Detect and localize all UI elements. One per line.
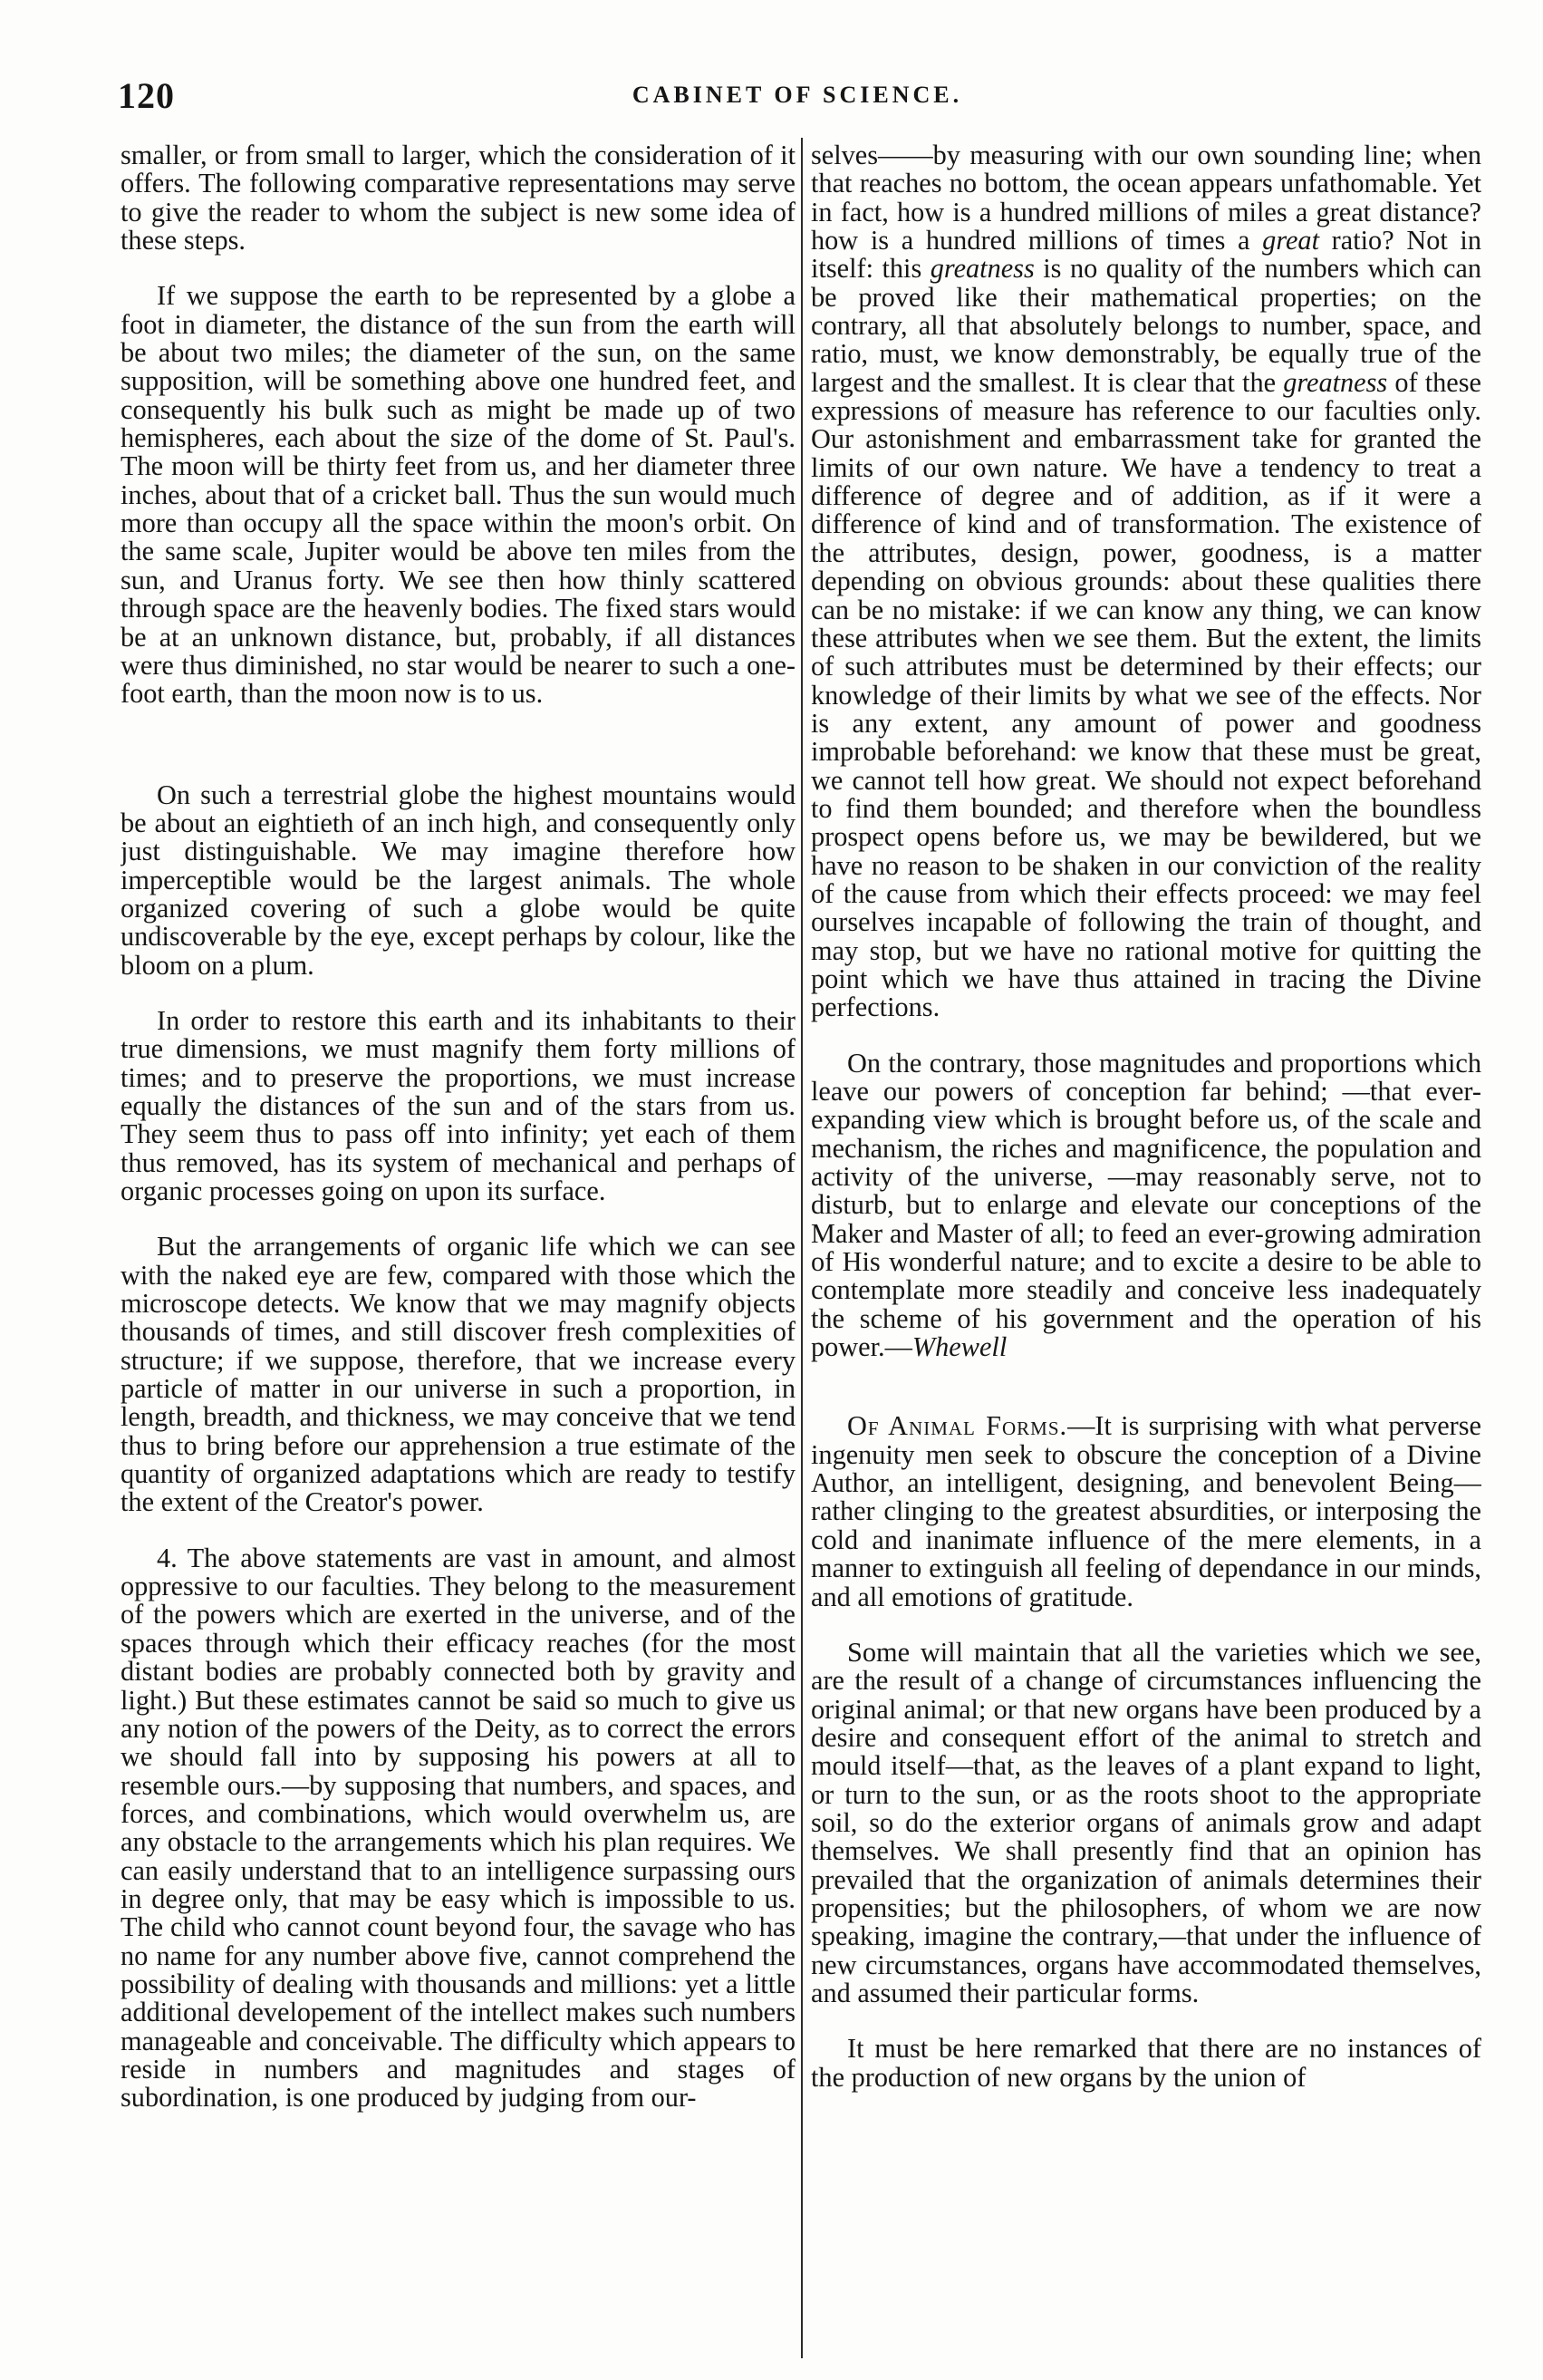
section-heading: Of Animal Forms. xyxy=(847,1410,1068,1442)
paragraph: 4. The above statements are vast in amount, and almost oppressive to our faculties. They belong to the measurement of the powers which are exerted in the universe, and of the spaces through which their efficacy reaches (for the most distant bodies are probably connected both by gravity and light.) But these estimates cannot be said so much to give us any notion of the powers of the Deity, as to correct the errors we should fall into by supposing his powers at all to resemble ours.—by supposing that numbers, and spaces, and forces, and combinations, which would overwhelm us, are any obstacle to the arrangements which his plan requires. We can easily understand that to an intelligence surpassing ours in degree only, that may be easy which is impossible to us. The child who cannot count beyond four, the savage who has no name for any number above five, cannot comprehend the possibility of dealing with thousands and millions: yet a little additional developement of the intellect makes such numbers manageable and conceivable. The difficulty which appears to reside in numbers and magnitudes and stages of subordination, is one produced by judging from our- xyxy=(121,1542,796,2114)
text-run: —It is surprising with what perverse ingenuity men seek to obscure the conception of a Divine Author, an intelligent, designing, and benevolent Being—rather clinging to the greatest absurdities, or interposing the cold and inanimate influence of the mere elements, in a manner to extinguish all feeling of dependance in our minds, and all emotions of gratitude. xyxy=(811,1410,1481,1612)
paragraph: Some will maintain that all the varieties which we see, are the result of a change of circumstances influencing the original animal; or that new organs have been produced by a desire and consequent effort of the animal to stretch and mould itself—that, as the leaves of a plant expand to light, or turn to the sun, or as the roots shoot to the appropriate soil, so do the exterior organs of animals grow and adapt themselves. We shall presently find that an opinion has prevailed that the organization of animals determines their propensities; but the philosophers, of whom we are now speaking, imagine the contrary,—that under the influence of new circumstances, organs have accommodated themselves, and assumed their particular forms. xyxy=(811,1636,1481,2008)
paragraph: But the arrangements of organic life which we can see with the naked eye are few, compared with those which the microscope detects. We know that we may magnify objects thousands of times, and still discover fresh complexities of structure; if we suppose, therefore, that we increase every particle of matter in our universe in such a proportion, in length, breadth, and thickness, we may conceive that we tend thus to bring before our apprehension a true estimate of the quantity of organized adaptations which are ready to testify the extent of the Creator's power. xyxy=(121,1231,796,1518)
text-run: ratio? Not in itself: this xyxy=(811,225,1481,285)
paragraph: smaller, or from small to larger, which the consideration of it offers. The following comparative representations may serve to give the reader to whom the subject is new some idea of these steps. xyxy=(121,141,796,256)
paragraph xyxy=(811,1412,1481,1611)
emphasis: greatness xyxy=(1283,366,1388,398)
paragraph: On such a terrestrial globe the highest mountains would be about an eightieth of an inch high, and consequently only just distinguishable. We may imagine therefore how imperceptible would be the largest animals. The whole organized covering of such a globe would be quite undiscoverable by the eye, except perhaps by colour, like the bloom on a plum. xyxy=(121,779,796,981)
page-header xyxy=(118,74,1477,120)
right-column xyxy=(811,141,1481,2353)
paragraph: It must be here remarked that there are no instances of the production of new organs by the union of xyxy=(811,2033,1481,2093)
text-run: On the contrary, those magnitudes and proportions which leave our powers of conception far behind; —that ever-expanding view which is brought before us, of the scale and mechanism, the riches and magnificence, the population and activity of the universe, —may reasonably serve, not to disturb, but to enlarge and elevate our conceptions of the Maker and Master of all; to feed an ever-growing admiration of His wonderful nature; and to excite a desire to be able to contemplate more steadily and conceive less inadequately the scheme of his government and the operation of his power.— xyxy=(811,1047,1481,1363)
page-number: 120 xyxy=(118,75,175,116)
text-run: of these expressions of measure has reference to our faculties only. Our astonishment and embarrassment take for granted the limits of our own nature. We have a tendency to treat a difference of degree and of addition, as if it were a difference of kind and of transformation. The existence of the attributes, design, power, goodness, is a matter depending on obvious grounds: about these qualities there can be no mistake: if we can know any thing, we can know these attributes when we see them. But the extent, the limits of such attributes must be determined by their effects; our knowledge of their limits by what we see of the effects. Nor is any extent, any amount of power and goodness improbable beforehand: we know that these must be great, we cannot tell how great. We should not expect beforehand to find them bounded; and therefore when the boundless prospect opens before us, we may be bewildered, but we have no reason to be shaken in our conviction of the reality of the cause from which their effects proceed: we may feel ourselves incapable of following the train of thought, and may stop, but we have no rational motive for quitting the point which we have thus attained in tracing the Divine perfections. xyxy=(811,366,1481,1023)
text-run: is no quality of the numbers which can be proved like their mathematical properties; on the contrary, all that absolutely belongs to number, space, and ratio, must, we know demonstrably, be equally true of the largest and the smallest. It is clear that the xyxy=(811,253,1481,398)
paragraph xyxy=(811,1047,1481,1363)
paragraph xyxy=(811,141,1481,1022)
text-run: selves——by measuring with our own sounding line; when that reaches no bottom, the ocean appears unfathomable. Yet in fact, how is a hundred millions of miles a great distance? how is a hundred millions of times a xyxy=(811,141,1481,256)
paragraph: If we suppose the earth to be represented by a globe a foot in diameter, the distance of the sun from the earth will be about two miles; the diameter of the sun, on the same supposition, will be something above one hundred feet, and consequently his bulk such as might be made up of two hemispheres, each about the size of the dome of St. Paul's. The moon will be thirty feet from us, and her diameter three inches, about that of a cricket ball. Thus the sun would much more than occupy all the space within the moon's orbit. On the same scale, Jupiter would be above ten miles from the sun, and Uranus forty. We see then how thinly scattered through space are the heavenly bodies. The fixed stars would be at an unknown distance, but, probably, if all distances were thus diminished, no star would be nearer to such a one-foot earth, than the moon now is to us. xyxy=(121,280,796,710)
emphasis: great xyxy=(1262,225,1319,256)
author-attribution: Whewell xyxy=(911,1331,1008,1363)
column-divider xyxy=(801,138,803,2358)
paragraph: In order to restore this earth and its inhabitants to their true dimensions, we must magnify them forty millions of times; and to preserve the proportions, we must increase equally the distances of the sun and of the stars from us. They seem thus to pass off into infinity; yet each of them thus removed, has its system of mechanical and perhaps of organic processes going on upon its surface. xyxy=(121,1004,796,1206)
emphasis: greatness xyxy=(930,253,1035,285)
running-head: CABINET OF SCIENCE. xyxy=(632,82,963,108)
left-column xyxy=(121,141,796,2353)
